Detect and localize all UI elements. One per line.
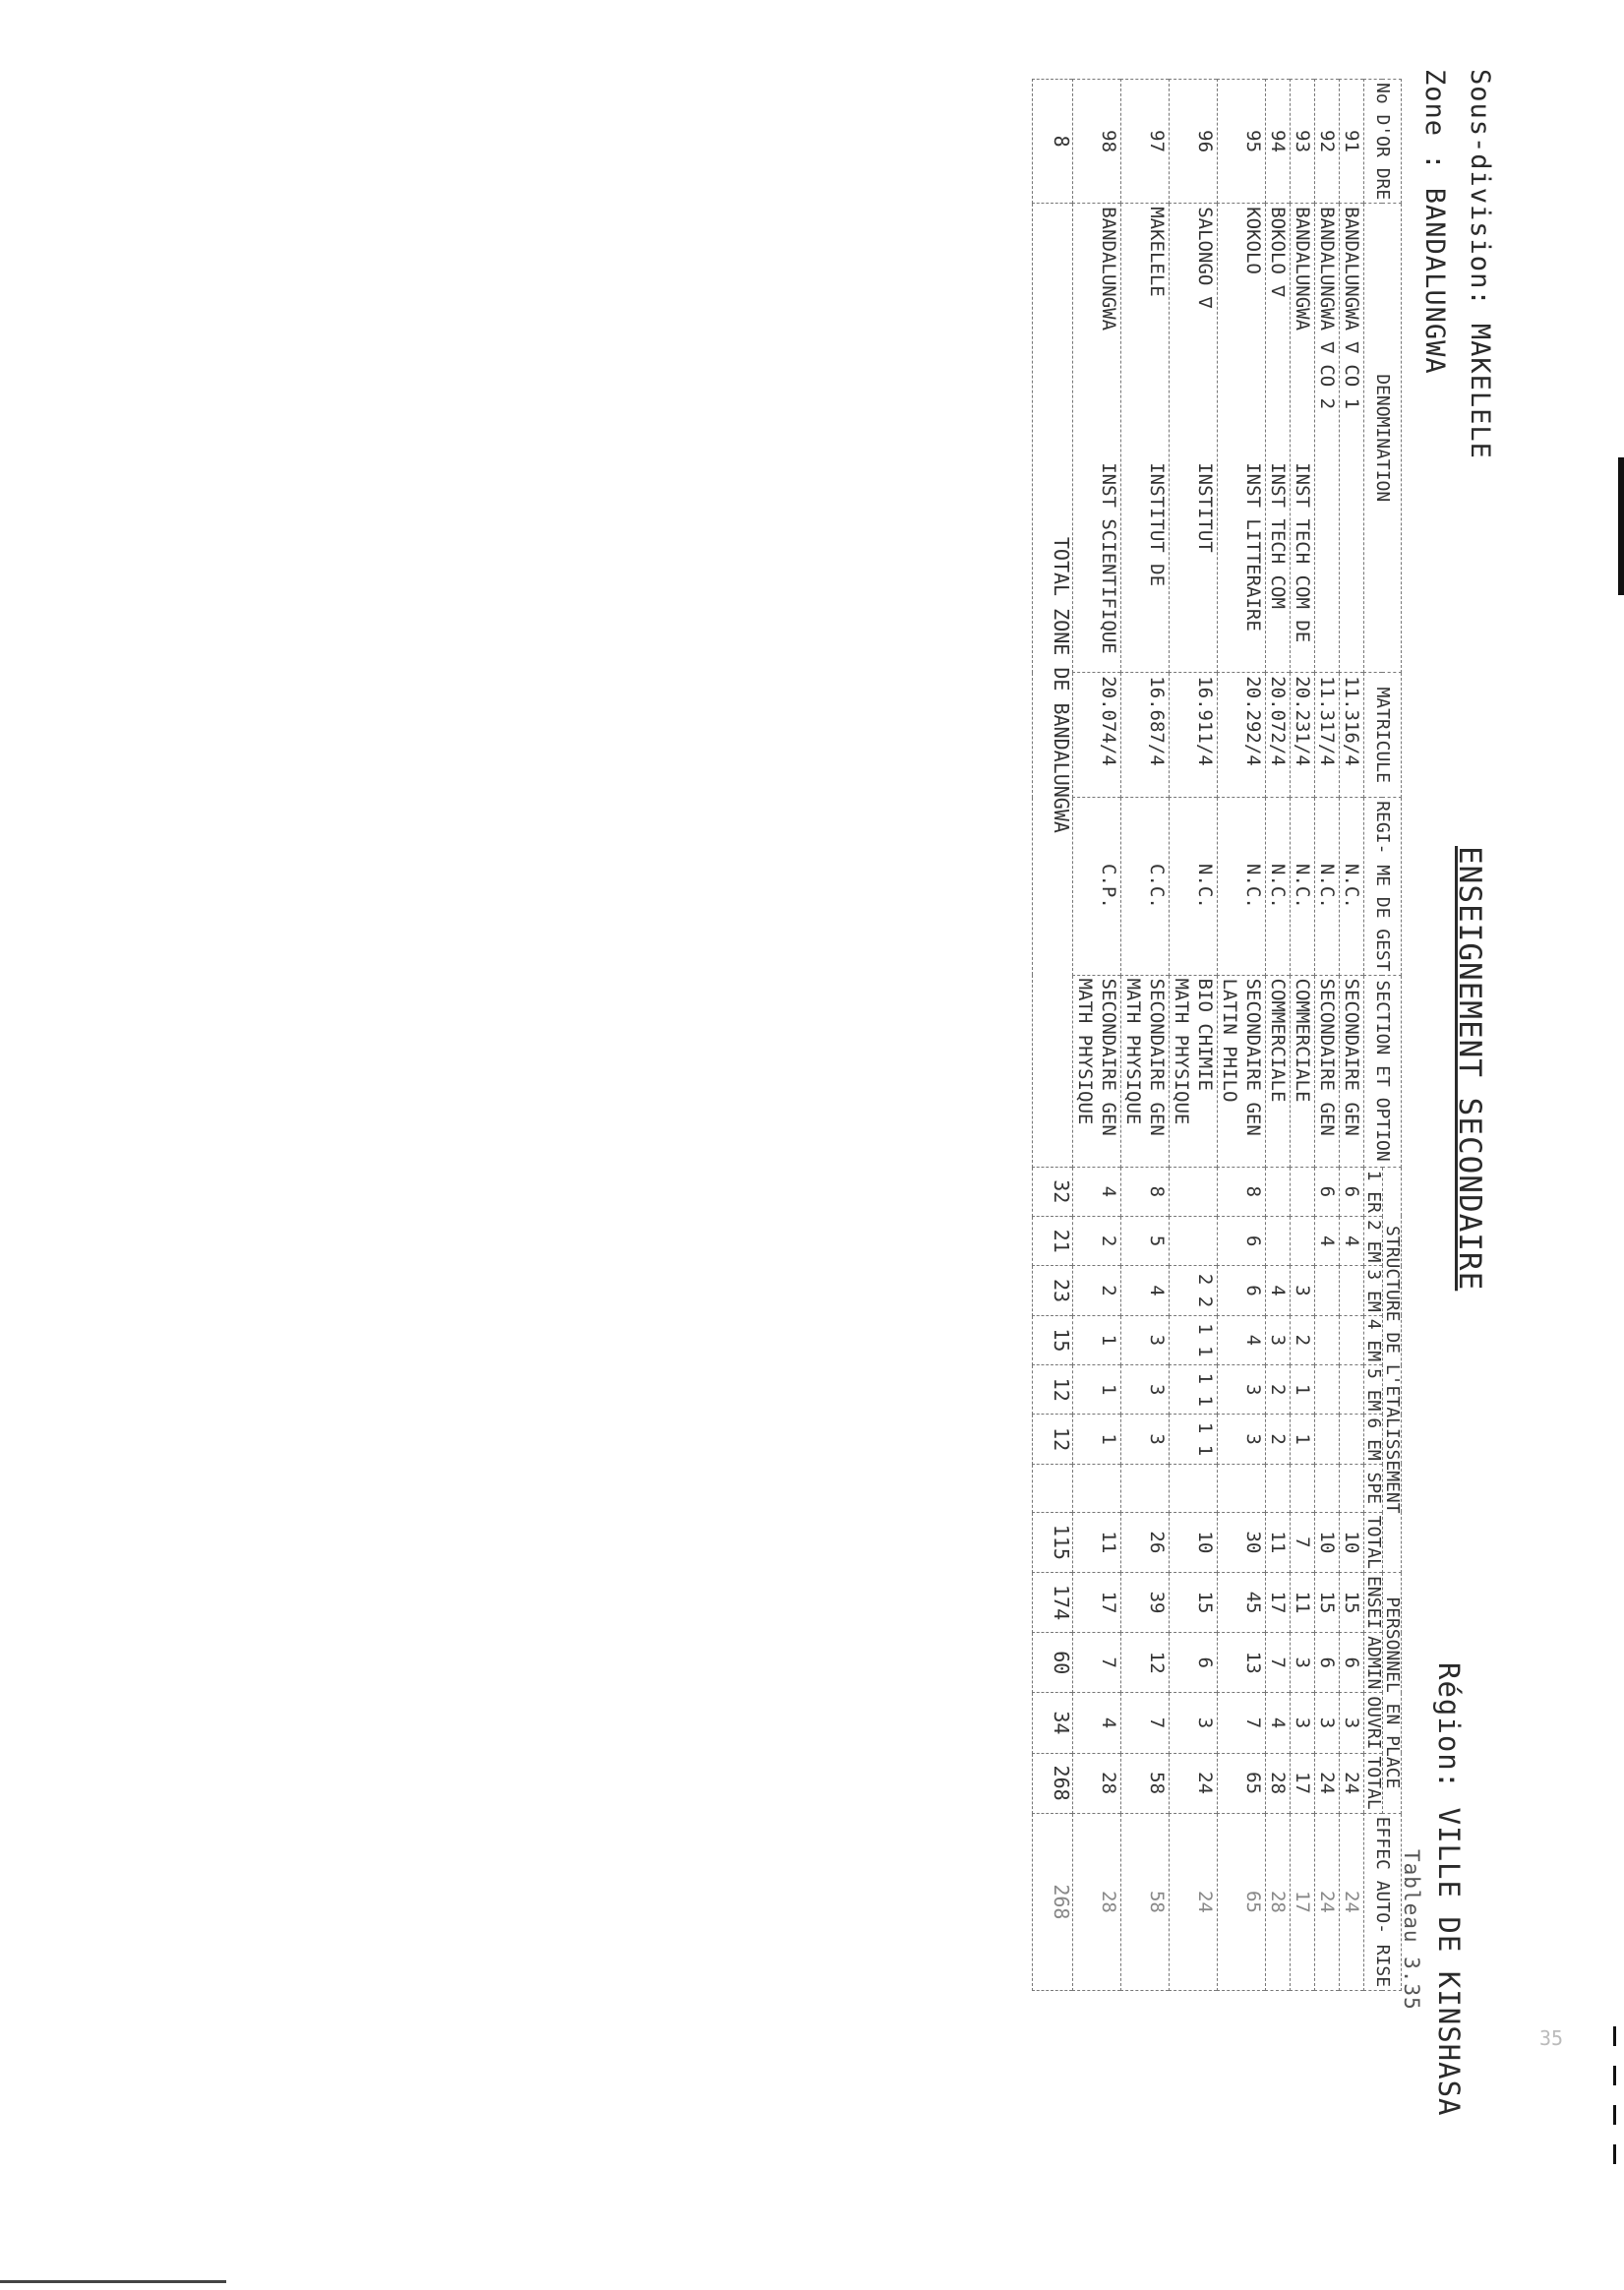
zone-label: Zone : BANDALUNGWA <box>1419 69 1450 375</box>
row-denomination <box>1073 204 1121 673</box>
scan-edge-mark <box>1613 2105 1616 2125</box>
row-section <box>1218 975 1266 1167</box>
row-3em <box>1315 1266 1340 1315</box>
row-matricule: 16.911/4 <box>1170 673 1218 798</box>
row-regime: N.C. <box>1340 798 1364 975</box>
total-ouvri: 34 <box>1033 1693 1073 1753</box>
row-1er <box>1266 1167 1291 1216</box>
row-regime: N.C. <box>1266 798 1291 975</box>
total-admin: 60 <box>1033 1633 1073 1693</box>
school-type: INSTITUT <box>1194 462 1216 553</box>
sub-division-label: Sous-division: MAKELELE <box>1465 69 1495 459</box>
subheader-6em: 6 EM <box>1364 1415 1383 1464</box>
row-4em <box>1315 1315 1340 1364</box>
scan-edge-mark <box>1618 457 1624 595</box>
row-ouvri: 4 <box>1266 1693 1291 1753</box>
row-number: 93 <box>1291 80 1315 204</box>
table-row <box>1291 80 1315 1991</box>
school-name: BANDALUNGWA <box>1098 207 1119 331</box>
section-line-1: BIO CHIMIE <box>1194 978 1216 1091</box>
row-regime: C.C. <box>1121 798 1170 975</box>
row-denomination <box>1315 204 1340 673</box>
row-4em: 3 <box>1121 1315 1170 1364</box>
row-6em: 3 <box>1218 1415 1266 1464</box>
row-4em: 2 <box>1291 1315 1315 1364</box>
subheader-ensei: ENSEI <box>1364 1572 1383 1632</box>
row-admin: 6 <box>1340 1633 1364 1693</box>
row-matricule: 11.316/4 <box>1340 673 1364 798</box>
row-ensei: 45 <box>1218 1572 1266 1632</box>
table-row <box>1121 80 1170 1991</box>
row-regime: N.C. <box>1291 798 1315 975</box>
row-personnel-total: 65 <box>1218 1753 1266 1813</box>
row-matricule: 20.074/4 <box>1073 673 1121 798</box>
row-denomination <box>1291 204 1315 673</box>
row-5em: 1 <box>1073 1365 1121 1415</box>
subheader-2em: 2 EM <box>1364 1216 1383 1265</box>
row-5em: 3 <box>1121 1365 1170 1415</box>
section-line-1: COMMERCIALE <box>1267 978 1289 1103</box>
row-number: 91 <box>1340 80 1364 204</box>
row-personnel-total: 28 <box>1073 1753 1121 1813</box>
document-title: ENSEIGNEMENT SECONDAIRE <box>1452 846 1487 1292</box>
row-6em: 3 <box>1121 1415 1170 1464</box>
region-label: Région: VILLE DE KINSHASA <box>1432 1662 1466 2117</box>
row-1er: 8 <box>1121 1167 1170 1216</box>
table-row <box>1315 80 1340 1991</box>
school-name: BANDALUNGWA <box>1292 207 1313 331</box>
row-6em: 1 1 <box>1170 1415 1218 1464</box>
page-number: 35 <box>1539 2026 1564 2050</box>
row-section <box>1315 975 1340 1167</box>
row-structure-total: 26 <box>1121 1512 1170 1572</box>
row-structure-total: 30 <box>1218 1512 1266 1572</box>
total-label: TOTAL ZONE DE BANDALUNGWA <box>1033 204 1073 1167</box>
header-effectif: EFFEC AUTO- RISE <box>1364 1813 1402 1990</box>
row-ouvri: 7 <box>1121 1693 1170 1753</box>
header-personnel: PERSONNEL EN PLACE <box>1383 1572 1402 1813</box>
row-ouvri: 3 <box>1315 1693 1340 1753</box>
total-effectif: 268 <box>1033 1813 1073 1990</box>
row-admin: 12 <box>1121 1633 1170 1693</box>
row-3em: 2 <box>1073 1266 1121 1315</box>
row-number: 98 <box>1073 80 1121 204</box>
row-effectif: 28 <box>1073 1813 1121 1990</box>
row-denomination <box>1266 204 1291 673</box>
subheader-total: TOTAL <box>1364 1512 1383 1572</box>
row-regime: C.P. <box>1073 798 1121 975</box>
row-number: 96 <box>1170 80 1218 204</box>
section-line-2: MATH PHYSIQUE <box>1171 978 1192 1125</box>
row-1er <box>1170 1167 1218 1216</box>
subheader-ouvri: OUVRI <box>1364 1693 1383 1753</box>
school-structure-table <box>1032 79 1402 1991</box>
subheader-admin: ADMIN <box>1364 1633 1383 1693</box>
row-section <box>1121 975 1170 1167</box>
section-line-1: SECONDAIRE GEN <box>1098 978 1119 1136</box>
table-reference: Tableau 3.35 <box>1400 1849 1423 2011</box>
school-name: BOKOLO ∇ <box>1267 207 1289 297</box>
row-2em: 2 <box>1073 1216 1121 1265</box>
row-spe <box>1291 1464 1315 1512</box>
school-name: BANDALUNGWA ∇ CO 2 <box>1316 207 1338 410</box>
total-ensei: 174 <box>1033 1572 1073 1632</box>
row-number: 94 <box>1266 80 1291 204</box>
row-denomination <box>1170 204 1218 673</box>
row-6em <box>1340 1415 1364 1464</box>
section-line-2: LATIN PHILO <box>1219 978 1240 1103</box>
row-number: 92 <box>1315 80 1340 204</box>
scan-edge-mark <box>1613 2144 1616 2164</box>
row-structure-total: 10 <box>1340 1512 1364 1572</box>
school-name: MAKELELE <box>1146 207 1168 297</box>
school-name: SALONGO ∇ <box>1194 207 1216 309</box>
row-2em <box>1266 1216 1291 1265</box>
row-1er: 6 <box>1315 1167 1340 1216</box>
scan-edge-mark <box>1613 2026 1616 2046</box>
row-personnel-total: 28 <box>1266 1753 1291 1813</box>
school-name: KOKOLO <box>1242 207 1264 274</box>
section-line-1: SECONDAIRE GEN <box>1341 978 1362 1136</box>
row-2em: 5 <box>1121 1216 1170 1265</box>
row-3em: 3 <box>1291 1266 1315 1315</box>
row-matricule: 11.317/4 <box>1315 673 1340 798</box>
row-1er: 4 <box>1073 1167 1121 1216</box>
row-admin: 3 <box>1291 1633 1315 1693</box>
row-5em <box>1340 1365 1364 1415</box>
row-4em: 1 <box>1073 1315 1121 1364</box>
row-personnel-total: 58 <box>1121 1753 1170 1813</box>
header-no-ordre: No D'OR DRE <box>1364 80 1402 204</box>
row-matricule: 20.072/4 <box>1266 673 1291 798</box>
row-admin: 7 <box>1073 1633 1121 1693</box>
row-section <box>1291 975 1315 1167</box>
row-personnel-total: 24 <box>1170 1753 1218 1813</box>
header-regime: REGI- ME DE GEST <box>1364 798 1402 975</box>
row-1er: 8 <box>1218 1167 1266 1216</box>
section-line-1: COMMERCIALE <box>1292 978 1313 1103</box>
school-name: BANDALUNGWA ∇ CO 1 <box>1341 207 1362 410</box>
row-effectif: 65 <box>1218 1813 1266 1990</box>
row-matricule: 20.292/4 <box>1218 673 1266 798</box>
subheader-5em: 5 EM <box>1364 1365 1383 1415</box>
row-5em: 1 <box>1291 1365 1315 1415</box>
row-ensei: 15 <box>1340 1572 1364 1632</box>
table-row <box>1218 80 1266 1991</box>
row-denomination <box>1340 204 1364 673</box>
row-structure-total: 10 <box>1170 1512 1218 1572</box>
row-ensei: 17 <box>1266 1572 1291 1632</box>
row-spe <box>1218 1464 1266 1512</box>
row-section <box>1073 975 1121 1167</box>
row-spe <box>1340 1464 1364 1512</box>
row-3em: 4 <box>1266 1266 1291 1315</box>
row-2em <box>1170 1216 1218 1265</box>
total-row <box>1033 80 1073 1991</box>
row-number: 95 <box>1218 80 1266 204</box>
row-ensei: 17 <box>1073 1572 1121 1632</box>
table-row <box>1340 80 1364 1991</box>
row-6em: 2 <box>1266 1415 1291 1464</box>
total-1er: 32 <box>1033 1167 1073 1216</box>
row-2em: 6 <box>1218 1216 1266 1265</box>
row-personnel-total: 24 <box>1340 1753 1364 1813</box>
scan-edge-mark <box>1613 2066 1616 2085</box>
row-effectif: 28 <box>1266 1813 1291 1990</box>
row-2em <box>1291 1216 1315 1265</box>
row-5em: 1 1 <box>1170 1365 1218 1415</box>
school-type: INST LITTERAIRE <box>1242 462 1264 632</box>
row-spe <box>1170 1464 1218 1512</box>
school-type: INST SCIENTIFIQUE <box>1098 462 1119 654</box>
row-4em: 4 <box>1218 1315 1266 1364</box>
subheader-personnel-total: TOTAL <box>1364 1753 1383 1813</box>
row-effectif: 24 <box>1170 1813 1218 1990</box>
row-admin: 6 <box>1170 1633 1218 1693</box>
school-type: INST TECH COM <box>1267 462 1289 609</box>
total-personnel: 268 <box>1033 1753 1073 1813</box>
row-ouvri: 4 <box>1073 1693 1121 1753</box>
row-section <box>1340 975 1364 1167</box>
row-4em: 3 <box>1266 1315 1291 1364</box>
row-section <box>1266 975 1291 1167</box>
row-5em: 2 <box>1266 1365 1291 1415</box>
total-4em: 15 <box>1033 1315 1073 1364</box>
table-row <box>1073 80 1121 1991</box>
section-line-1: SECONDAIRE GEN <box>1146 978 1168 1136</box>
row-matricule: 16.687/4 <box>1121 673 1170 798</box>
row-ensei: 15 <box>1315 1572 1340 1632</box>
total-6em: 12 <box>1033 1415 1073 1464</box>
row-effectif: 24 <box>1315 1813 1340 1990</box>
row-5em <box>1315 1365 1340 1415</box>
row-5em: 3 <box>1218 1365 1266 1415</box>
total-5em: 12 <box>1033 1365 1073 1415</box>
row-admin: 6 <box>1315 1633 1340 1693</box>
header-denomination: DENOMINATION <box>1364 204 1402 673</box>
header-matricule: MATRICULE <box>1364 673 1402 798</box>
total-spe <box>1033 1464 1073 1512</box>
row-effectif: 58 <box>1121 1813 1170 1990</box>
row-number: 97 <box>1121 80 1170 204</box>
row-3em: 2 2 <box>1170 1266 1218 1315</box>
row-1er: 6 <box>1340 1167 1364 1216</box>
row-2em: 4 <box>1340 1216 1364 1265</box>
subheader-4em: 4 EM <box>1364 1315 1383 1364</box>
row-1er <box>1291 1167 1315 1216</box>
row-structure-total: 10 <box>1315 1512 1340 1572</box>
row-spe <box>1315 1464 1340 1512</box>
school-type: INST TECH COM DE <box>1292 462 1313 643</box>
subheader-spe: SPE <box>1364 1464 1383 1512</box>
section-line-1: SECONDAIRE GEN <box>1316 978 1338 1136</box>
row-4em <box>1340 1315 1364 1364</box>
row-6em <box>1315 1415 1340 1464</box>
row-3em: 6 <box>1218 1266 1266 1315</box>
row-admin: 7 <box>1266 1633 1291 1693</box>
row-regime: N.C. <box>1315 798 1340 975</box>
row-3em <box>1340 1266 1364 1315</box>
row-effectif: 24 <box>1340 1813 1364 1990</box>
row-effectif: 17 <box>1291 1813 1315 1990</box>
row-ensei: 15 <box>1170 1572 1218 1632</box>
table-header-row <box>1383 80 1402 1991</box>
row-structure-total: 7 <box>1291 1512 1315 1572</box>
row-ouvri: 7 <box>1218 1693 1266 1753</box>
row-2em: 4 <box>1315 1216 1340 1265</box>
row-personnel-total: 24 <box>1315 1753 1340 1813</box>
section-line-2: MATH PHYSIQUE <box>1122 978 1144 1125</box>
row-4em: 1 1 <box>1170 1315 1218 1364</box>
total-structure: 115 <box>1033 1512 1073 1572</box>
row-spe <box>1121 1464 1170 1512</box>
total-count: 8 <box>1033 80 1073 204</box>
header-structure: STRUCTURE DE L'ETALISSEMENT <box>1383 1167 1402 1572</box>
row-ouvri: 3 <box>1291 1693 1315 1753</box>
total-2em: 21 <box>1033 1216 1073 1265</box>
row-matricule: 20.231/4 <box>1291 673 1315 798</box>
section-line-1: SECONDAIRE GEN <box>1242 978 1264 1136</box>
header-section: SECTION ET OPTION <box>1364 975 1402 1167</box>
row-personnel-total: 17 <box>1291 1753 1315 1813</box>
row-denomination <box>1121 204 1170 673</box>
table-row <box>1170 80 1218 1991</box>
table-row <box>1266 80 1291 1991</box>
table-body <box>1073 80 1364 1991</box>
row-ensei: 11 <box>1291 1572 1315 1632</box>
row-section <box>1170 975 1218 1167</box>
scan-edge-mark <box>0 2280 226 2283</box>
row-structure-total: 11 <box>1073 1512 1121 1572</box>
row-regime: N.C. <box>1170 798 1218 975</box>
row-6em: 1 <box>1073 1415 1121 1464</box>
subheader-1er: 1 ER <box>1364 1167 1383 1216</box>
row-ensei: 39 <box>1121 1572 1170 1632</box>
row-structure-total: 11 <box>1266 1512 1291 1572</box>
row-denomination <box>1218 204 1266 673</box>
row-ouvri: 3 <box>1170 1693 1218 1753</box>
section-line-2: MATH PHYSIQUE <box>1074 978 1096 1125</box>
total-3em: 23 <box>1033 1266 1073 1315</box>
row-spe <box>1266 1464 1291 1512</box>
subheader-3em: 3 EM <box>1364 1266 1383 1315</box>
row-spe <box>1073 1464 1121 1512</box>
row-6em: 1 <box>1291 1415 1315 1464</box>
row-admin: 13 <box>1218 1633 1266 1693</box>
row-regime: N.C. <box>1218 798 1266 975</box>
row-3em: 4 <box>1121 1266 1170 1315</box>
rotated-document <box>738 69 1495 2117</box>
school-type: INSTITUT DE <box>1146 462 1168 587</box>
row-ouvri: 3 <box>1340 1693 1364 1753</box>
